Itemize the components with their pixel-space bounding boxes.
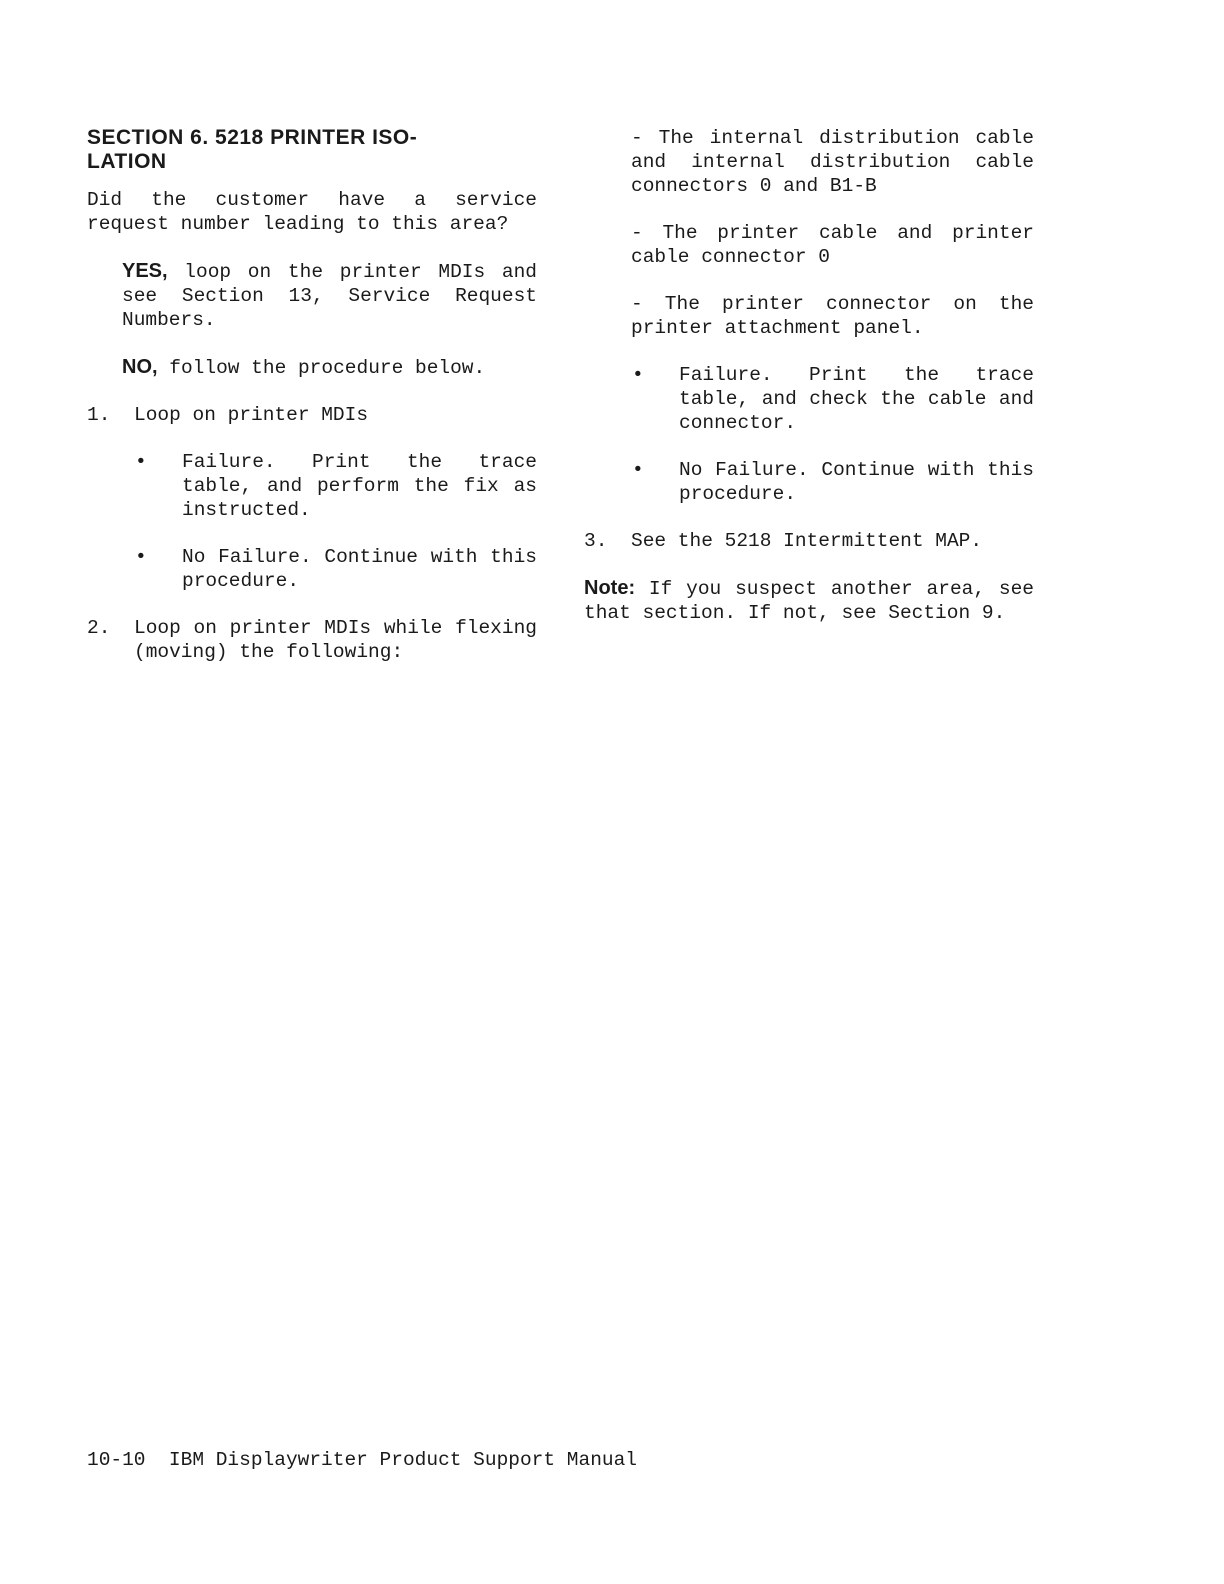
step-number: 3. bbox=[584, 530, 608, 552]
bullet-icon: • bbox=[135, 546, 147, 568]
step-number: 1. bbox=[87, 404, 111, 426]
bullet-icon: • bbox=[632, 459, 644, 481]
list-item bbox=[631, 458, 1034, 506]
intro-question: Did the customer have a service request number leading to this area? bbox=[87, 189, 537, 235]
bullet-icon: • bbox=[632, 364, 644, 386]
no-text: follow the procedure below. bbox=[157, 357, 486, 379]
step-text: Loop on printer MDIs bbox=[134, 404, 369, 426]
section-title-line1: SECTION 6. 5218 PRINTER ISO- bbox=[87, 126, 418, 149]
note-text: If you suspect another area, see that section. If not, see Section 9. bbox=[584, 578, 1034, 624]
no-answer bbox=[122, 355, 537, 380]
no-label: NO, bbox=[122, 356, 158, 378]
list-item bbox=[631, 363, 1034, 435]
step-text: Loop on printer MDIs while flexing (moving) the following: bbox=[134, 617, 537, 663]
list-item bbox=[134, 450, 537, 522]
step-text: See the 5218 Intermittent MAP. bbox=[631, 530, 983, 552]
step-number: 2. bbox=[87, 617, 111, 639]
step-3 bbox=[584, 529, 1034, 553]
bullet-text: Failure. Print the trace table, and check the cable and connector. bbox=[679, 364, 1034, 434]
list-item bbox=[134, 545, 537, 593]
flex-item-printer-connector: - The printer connector on the printer attachment panel. bbox=[631, 293, 1034, 339]
page-number: 10-10 bbox=[87, 1449, 146, 1471]
yes-label: YES, bbox=[122, 260, 168, 282]
step-2 bbox=[87, 616, 537, 664]
right-column bbox=[584, 126, 1034, 648]
bullet-text: No Failure. Continue with this procedure. bbox=[679, 459, 1034, 505]
bullet-text: No Failure. Continue with this procedure. bbox=[182, 546, 537, 592]
page-footer bbox=[87, 1448, 637, 1472]
yes-answer bbox=[122, 259, 537, 332]
note bbox=[584, 576, 1034, 625]
bullet-icon: • bbox=[135, 451, 147, 473]
flex-item-printer-cable: - The printer cable and printer cable connector 0 bbox=[631, 222, 1034, 268]
section-title-line2: LATION bbox=[87, 150, 167, 173]
flex-item-internal-cable: - The internal distribution cable and internal distribution cable connectors 0 and B1-B bbox=[631, 127, 1034, 197]
yes-text: loop on the printer MDIs and see Section 13, Service Request Numbers. bbox=[122, 261, 537, 331]
bullet-text: Failure. Print the trace table, and perform the fix as instructed. bbox=[182, 451, 537, 521]
manual-title: IBM Displaywriter Product Support Manual bbox=[168, 1449, 637, 1471]
step-1 bbox=[87, 403, 537, 427]
section-title bbox=[87, 126, 537, 174]
note-label: Note: bbox=[584, 577, 636, 599]
left-column bbox=[87, 126, 537, 687]
